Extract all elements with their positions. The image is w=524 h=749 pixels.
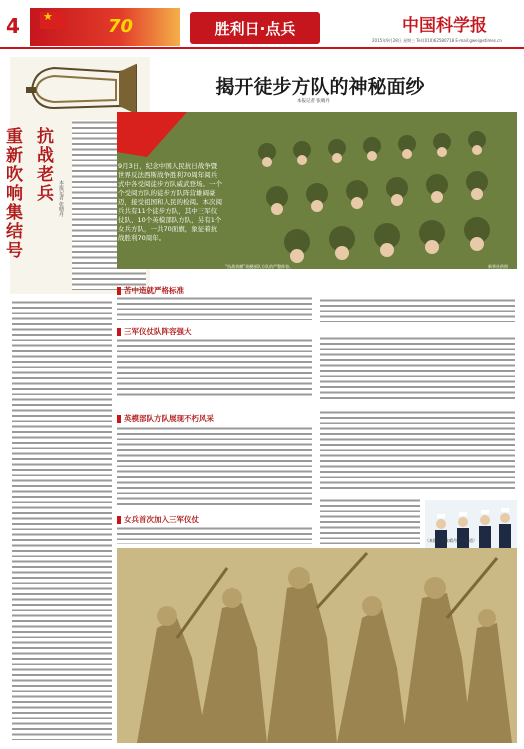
section-heading-2-text: 三军仪仗队阵容强大: [124, 327, 192, 336]
issue-meta: 2015年9月28日 星期三 Tel:(010)62580718 E-mail:gwei@stimes.cn: [372, 38, 502, 43]
section-heading-1-text: 苦中造就严格标准: [124, 286, 184, 295]
section-heading-4: [117, 514, 199, 525]
monument-relief-photo: [117, 548, 517, 743]
section-heading-3-text: 英模部队方队展现不朽风采: [124, 414, 214, 423]
photo-caption: “抗战英模”英模部队方队的严整阵容。: [225, 264, 294, 269]
bottom-caption: （本报记者张晴丹综合报道）: [425, 538, 477, 543]
section-heading-1: [117, 285, 184, 296]
header-divider: [0, 47, 524, 49]
left-feature-title-line2: 重新吹响集结号: [2, 127, 22, 260]
star-icon: ★: [43, 10, 53, 23]
section-heading-3: [117, 413, 214, 424]
section-heading-2: [117, 326, 192, 337]
section-1-body-right: [320, 298, 515, 322]
left-body-text: [12, 300, 112, 740]
monument-relief-illustration: [117, 548, 517, 743]
section-3-body-right: [320, 410, 515, 492]
page-number: 4: [6, 14, 20, 38]
article-byline: 本报记者 张晴丹: [297, 99, 330, 104]
left-feature-title: [2, 127, 56, 277]
anniversary-emblem: 70: [108, 16, 134, 37]
section-4-body-right: [320, 498, 420, 544]
bugle-icon: [24, 62, 139, 118]
photo-intro-text: 9月3日，纪念中国人民抗日战争暨世界反法西斯战争胜利70周年阅兵式中各受阅徒步方队威武登场。一个个受阅方队的徒步方队阵营雄阔豪迈，接受祖国和人民的检阅。本次阅兵共有11个徒步方队，其中三军仪仗队、10个英模部队方队，另有1个女兵方队，一共70面旗，象征着抗战胜利70周年。: [118, 162, 222, 242]
newspaper-logo: 中国科学报: [402, 16, 487, 36]
section-4-body: [117, 526, 312, 544]
section-title: 胜利日·点兵: [190, 12, 320, 44]
section-2-body-right: [320, 336, 515, 402]
section-3-body: [117, 426, 312, 508]
section-1-body: [117, 296, 312, 320]
left-feature-byline: 本报记者 张晴丹: [58, 180, 64, 217]
section-heading-4-text: 女兵首次加入三军仪仗: [124, 515, 199, 524]
section-2-body: [117, 338, 312, 396]
left-feature-title-line1: 抗战老兵: [33, 127, 53, 203]
article-headline: 揭开徒步方队的神秘面纱: [215, 76, 425, 98]
photo-credit: 新华社供图: [488, 264, 508, 269]
